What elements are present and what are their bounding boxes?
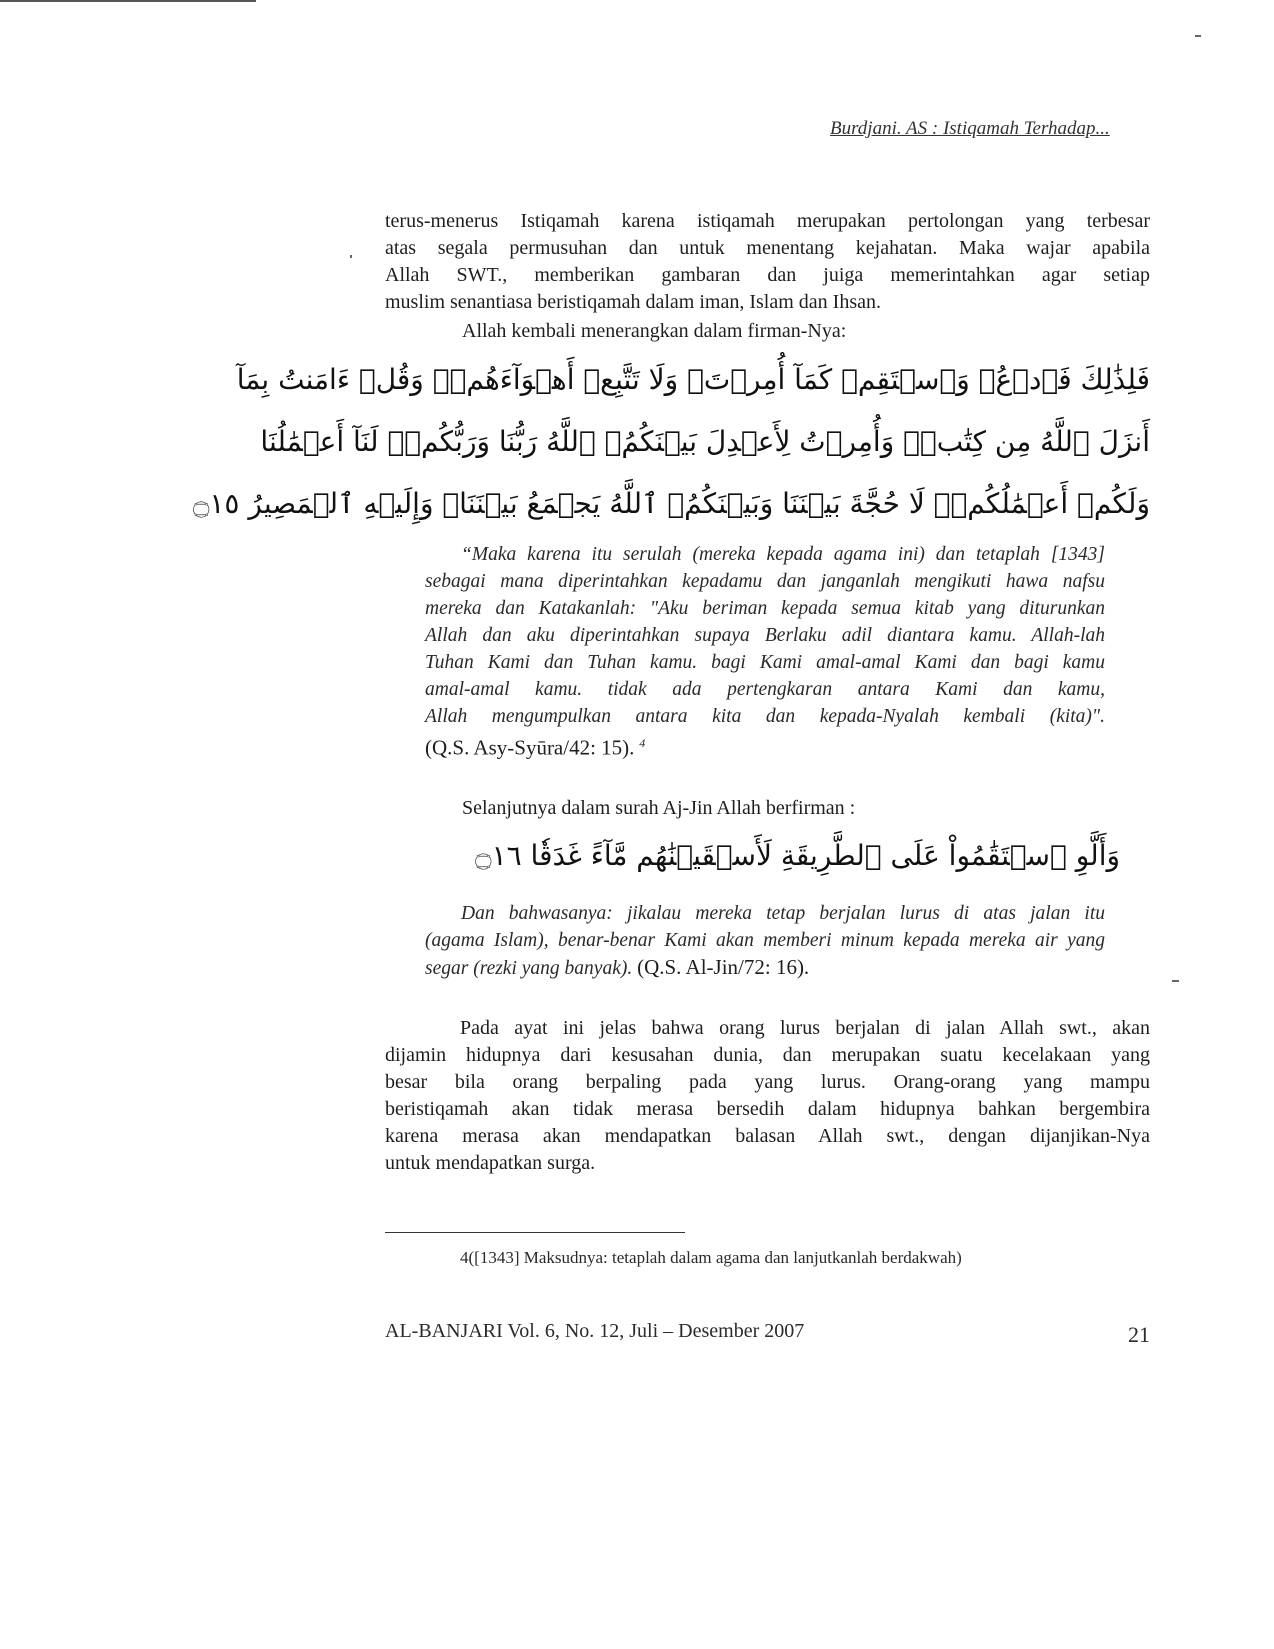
- translation-line: Tuhan Kami dan Tuhan kamu. bagi Kami amal-amal Kami dan bagi kamu: [425, 652, 1105, 673]
- translation-line: “Maka karena itu serulah (mereka kepada agama ini) dan tetaplah [1343]: [461, 544, 1105, 565]
- body-line: untuk mendapatkan surga.: [385, 1152, 596, 1174]
- body-paragraph: [385, 1015, 1150, 1177]
- lead-in-surah-jin: Selanjutnya dalam surah Aj-Jin Allah berfirman :: [462, 797, 856, 819]
- body-line: Pada ayat ini jelas bahwa orang lurus berjalan di jalan Allah swt., akan: [460, 1017, 1150, 1039]
- scan-speck: [350, 255, 352, 258]
- translation-line: amal-amal kamu. tidak ada pertengkaran antara Kami dan kamu,: [425, 679, 1105, 700]
- body-line: besar bila orang berpaling pada yang lurus. Orang-orang yang mampu: [385, 1071, 1150, 1093]
- body-line: karena merasa akan mendapatkan balasan Allah swt., dengan dijanjikan-Nya: [385, 1125, 1150, 1147]
- translation-line: mereka dan Katakanlah: "Aku beriman kepada semua kitab yang diturunkan: [425, 598, 1105, 619]
- translation-line: Allah mengumpulkan antara kita dan kepada-Nyalah kembali (kita)".: [425, 706, 1105, 727]
- verse-reference: (Q.S. Asy-Syūra/42: 15).: [425, 735, 635, 760]
- scan-edge-line: [0, 0, 256, 2]
- arabic-verse-line: وَلَكُمۡ أَعۡمَٰلُكُمۡۖ لَا حُجَّةَ بَيۡنَنَا وَبَيۡنَكُمُۖ ٱللَّهُ يَجۡمَعُ بَيۡنَنَاۖ وَإِلَيۡهِ ٱلۡمَصِيرُ ۝١٥: [192, 487, 1150, 520]
- verse1-translation: [425, 541, 1105, 763]
- arabic-verse-line: فَلِذَٰلِكَ فَٱدۡعُۖ وَٱسۡتَقِمۡ كَمَآ أُمِرۡتَۖ وَلَا تَتَّبِعۡ أَهۡوَآءَهُمۡۖ وَقُلۡ ءَامَنتُ بِمَآ: [236, 363, 1150, 396]
- lead-in-firman: Allah kembali menerangkan dalam firman-Nya:: [462, 320, 847, 342]
- intro-line: muslim senantiasa beristiqamah dalam iman, Islam dan Ihsan.: [385, 291, 881, 313]
- footnote-rule: [385, 1232, 685, 1233]
- footnote-marker: 4: [639, 736, 646, 750]
- translation-line: Allah dan aku diperintahkan supaya Berlaku adil diantara kamu. Allah-lah: [425, 625, 1105, 646]
- arabic-verse-line: أَنزَلَ ٱللَّهُ مِن كِتَٰبٖۖ وَأُمِرۡتُ لِأَعۡدِلَ بَيۡنَكُمُۖ ٱللَّهُ رَبُّنَا وَرَبُّكُمۡۖ لَنَآ أَعۡمَٰلُنَا: [260, 425, 1150, 458]
- body-line: dijamin hidupnya dari kesusahan dunia, dan merupakan suatu kecelakaan yang: [385, 1044, 1150, 1066]
- body-line: beristiqamah akan tidak merasa bersedih dalam hidupnya bahkan bergembira: [385, 1098, 1150, 1120]
- scan-speck: [1195, 35, 1201, 37]
- scan-speck: [1172, 980, 1179, 982]
- intro-line: Allah SWT., memberikan gambaran dan juiga memerintahkan agar setiap: [385, 264, 1150, 286]
- footnote-text: 4([1343] Maksudnya: tetaplah dalam agama dan lanjutkanlah berdakwah): [460, 1248, 962, 1267]
- translation-line: Dan bahwasanya: jikalau mereka tetap berjalan lurus di atas jalan itu: [461, 903, 1105, 924]
- intro-line: terus-menerus Istiqamah karena istiqamah merupakan pertolongan yang terbesar: [385, 210, 1150, 232]
- arabic-verse-jin: وَأَلَّوِ ٱسۡتَقَٰمُواْ عَلَى ٱلطَّرِيقَةِ لَأَسۡقَيۡنَٰهُم مَّآءً غَدَقٗا ۝١٦: [475, 839, 1120, 872]
- verse2-translation: [425, 900, 1105, 982]
- running-header: Burdjani. AS : Istiqamah Terhadap...: [830, 118, 1110, 139]
- intro-line: atas segala permusuhan dan untuk menentang kejahatan. Maka wajar apabila: [385, 237, 1150, 259]
- translation-line: sebagai mana diperintahkan kepadamu dan janganlah mengikuti hawa nafsu: [425, 571, 1105, 592]
- journal-footer: AL-BANJARI Vol. 6, No. 12, Juli – Desember 2007: [385, 1320, 805, 1342]
- page-number: 21: [1128, 1322, 1150, 1347]
- verse-reference: (Q.S. Al-Jin/72: 16).: [637, 955, 810, 979]
- translation-line: segar (rezki yang banyak).: [425, 958, 633, 979]
- translation-line: (agama Islam), benar-benar Kami akan memberi minum kepada mereka air yang: [425, 930, 1105, 951]
- intro-paragraph: [385, 208, 1150, 316]
